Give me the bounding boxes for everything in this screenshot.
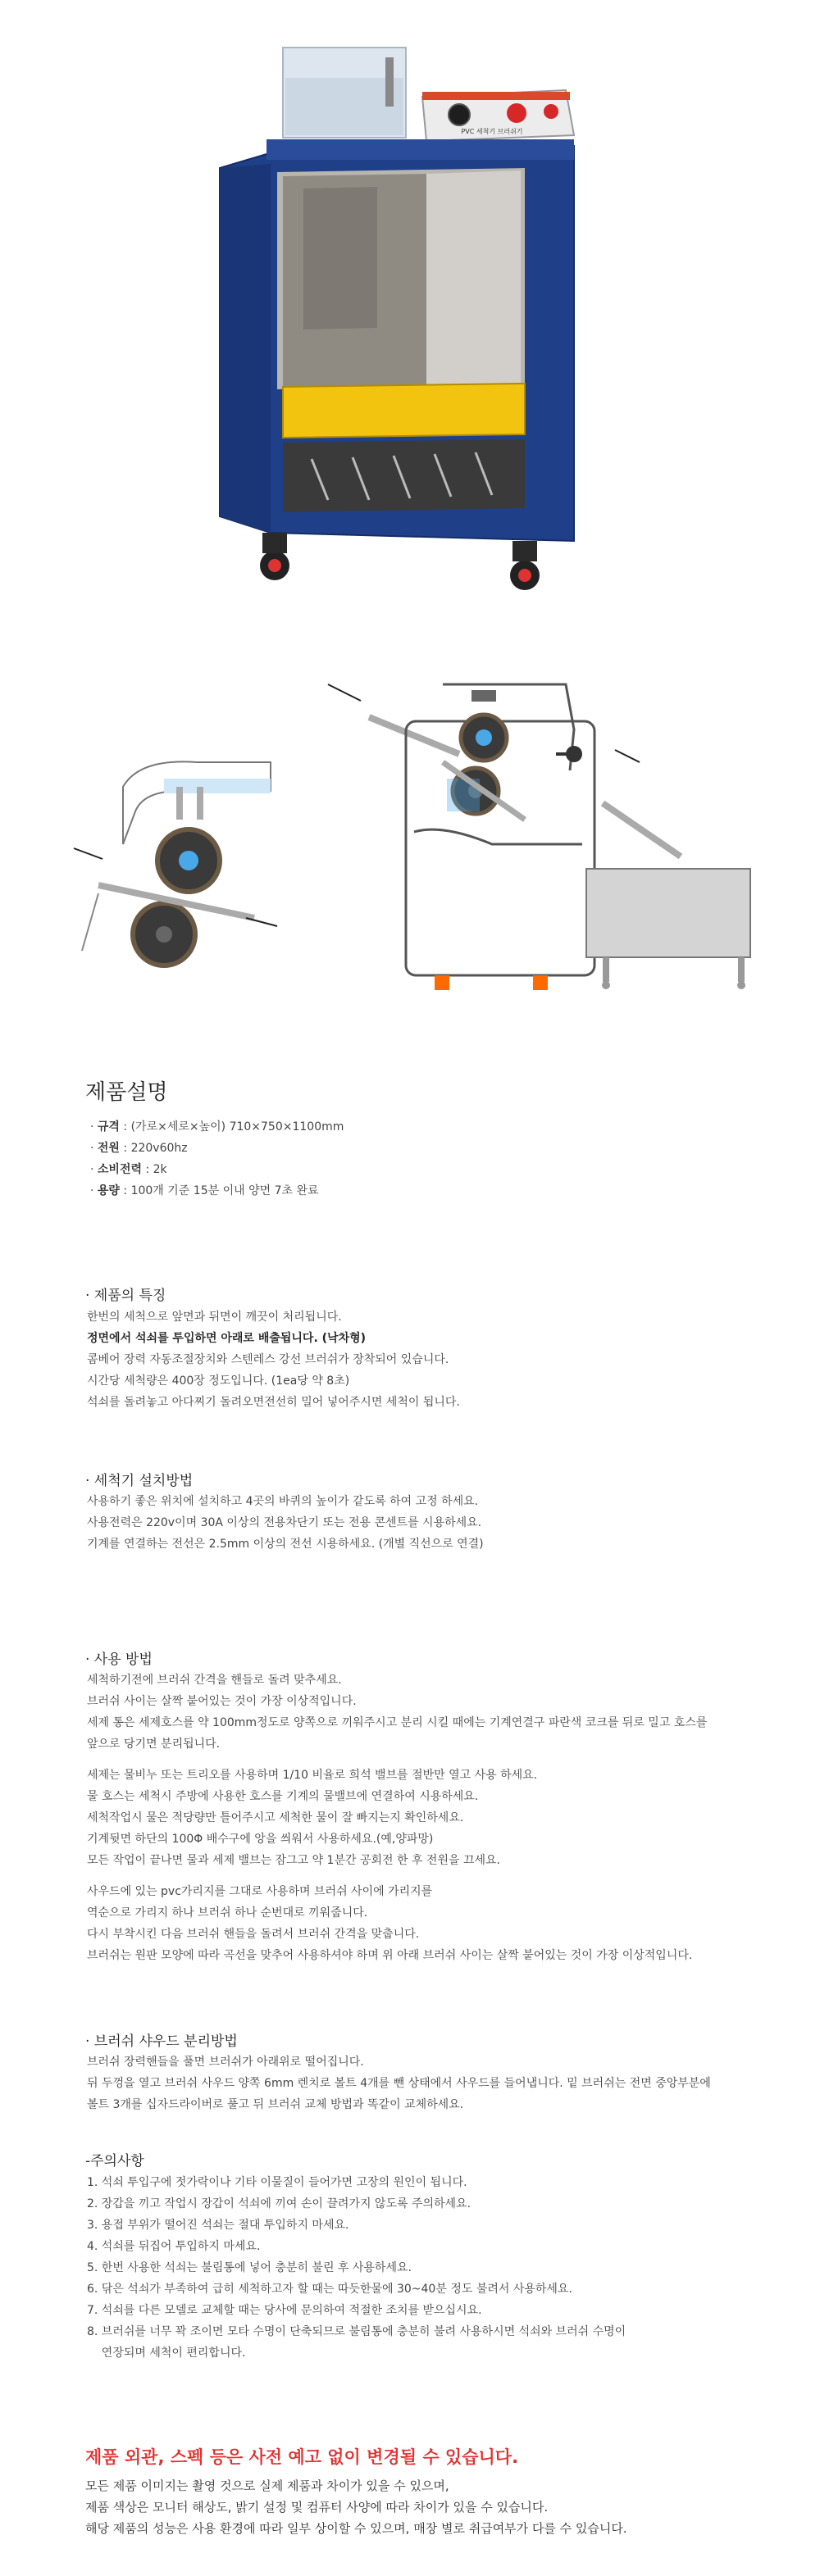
panel-label: PVC 세척기 브러쉬기 bbox=[461, 128, 523, 135]
feature-line: 콤베어 장력 자동조절장치와 스텐레스 강선 브러쉬가 장착되어 있습니다. bbox=[87, 1353, 449, 1366]
features-title: · 제품의 특징 bbox=[85, 1288, 166, 1304]
feature-line: 한번의 세척으로 앞면과 뒤면이 깨끗이 처리됩니다. bbox=[87, 1311, 342, 1324]
yellow-tray bbox=[283, 384, 525, 438]
usage-line: 물 호스는 세척시 주방에 사용한 호스를 기계의 물밸브에 연결하여 시용하세요. bbox=[87, 1790, 479, 1803]
usage-body bbox=[87, 1670, 768, 1966]
notice-line: 모든 제품 이미지는 촬영 것으로 실제 제품과 차이가 있을 수 있으며, bbox=[85, 2478, 449, 2493]
caution-item: 3. 용접 부위가 떨어진 석쇠는 절대 투입하지 마세요. bbox=[87, 2219, 349, 2232]
arrow-icon bbox=[615, 750, 640, 762]
usage-line: 세척하기전에 브러쉬 간격을 핸들로 돌려 맞추세요. bbox=[87, 1674, 342, 1687]
brush-line: 브러쉬 장력핸들을 풀면 브러쉬가 아래위로 떨어집니다. bbox=[87, 2056, 364, 2069]
usage-line: 세척작업시 물은 적당량만 틀어주시고 세척한 물이 잘 빠지는지 확인하세요. bbox=[87, 1811, 464, 1824]
wheel-icon bbox=[533, 975, 548, 990]
notice-line: 제품 색상은 모니터 해상도, 밝기 설정 및 컴퓨터 사양에 따라 차이가 있을 수 있습니다. bbox=[85, 2500, 549, 2515]
spec-list bbox=[90, 1116, 344, 1202]
spec-item: · 용량 : 100개 기준 15분 이내 양면 7초 완료 bbox=[90, 1184, 319, 1197]
brush-line: 뒤 두껑을 열고 브러쉬 사우드 양쪽 6mm 렌치로 볼트 4개를 뺀 상태에서 사우드를 들어냅니다. 밑 브러쉬는 전면 중앙부분에 bbox=[87, 2077, 711, 2090]
notice-title: 제품 외관, 스펙 등은 사전 예고 없이 변경될 수 있습니다. bbox=[85, 2447, 519, 2467]
caution-item: 8. 브러쉬를 너무 꽉 조이면 모타 수명이 단축되므로 불림통에 충분히 불려 사용하시면 석쇠와 브러쉬 수명이 bbox=[87, 2325, 626, 2338]
wheel-icon bbox=[435, 975, 449, 990]
install-title: · 세척기 설치방법 bbox=[85, 1473, 194, 1489]
power-knob-icon bbox=[449, 104, 470, 125]
brush-body bbox=[87, 2051, 768, 2115]
product-photo bbox=[0, 0, 820, 607]
usage-line: 앞으로 당기면 분리됩니다. bbox=[87, 1738, 221, 1751]
brush-closeup-diagram bbox=[74, 761, 277, 965]
spec-item: · 소비전력 : 2k bbox=[90, 1163, 167, 1176]
features-body bbox=[87, 1306, 460, 1413]
usage-line: 브러쉬는 원판 모양에 따라 곡선을 맞추어 사용하셔야 하며 위 아래 브러쉬 사이는 살짝 붙어있는 것이 가장 이상적입니다. bbox=[87, 1949, 693, 1962]
caution-title: -주의사항 bbox=[85, 2153, 144, 2169]
caution-item: 5. 한번 사용한 석쇠는 불림통에 넣어 충분히 불린 후 사용하세요. bbox=[87, 2261, 412, 2274]
arrow-icon bbox=[74, 848, 102, 859]
usage-line: 브러쉬 사이는 살짝 붙어있는 것이 가장 이상적입니다. bbox=[87, 1695, 357, 1708]
product-title: 제품설명 bbox=[85, 1080, 168, 1105]
feature-line-emphasis: 정면에서 석쇠를 투입하면 아래로 배출됩니다. (낙차형) bbox=[87, 1332, 367, 1345]
diagram-area bbox=[0, 680, 820, 1008]
brush-line: 볼트 3개를 십자드라이버로 풀고 뒤 브러쉬 교체 방법과 똑같이 교체하세요. bbox=[87, 2098, 464, 2111]
stop-button-icon bbox=[507, 103, 526, 123]
install-line: 사용하기 좋은 위치에 설치하고 4곳의 바퀴의 높이가 같도록 하여 고정 하세요. bbox=[87, 1495, 479, 1508]
machine-cross-section-diagram bbox=[328, 684, 750, 990]
notice-line: 해당 제품의 성능은 사용 환경에 따라 일부 상이할 수 있으며, 매장 별로 취급여부가 다를 수 있습니다. bbox=[85, 2521, 627, 2536]
usage-line: 다시 부착시킨 다음 브러쉬 핸들을 돌려서 브러쉬 간격을 맞춥니다. bbox=[87, 1928, 420, 1941]
install-line: 기계를 연결하는 전선은 2.5mm 이상의 전선 시용하세요. (개별 직선으로 연결) bbox=[87, 1538, 484, 1551]
install-body bbox=[87, 1491, 484, 1555]
caution-list bbox=[87, 2172, 768, 2364]
collection-bin bbox=[586, 869, 750, 957]
caution-item: 6. 닦은 석쇠가 부족하여 급히 세척하고자 할 때는 따듯한물에 30~40분 정도 불려서 사용하세요. bbox=[87, 2283, 572, 2296]
usage-line: 세제 통은 세제호스를 약 100mm정도로 양쪽으로 끼워주시고 분리 시킬 때에는 기계연결구 파란색 코크를 뒤로 밀고 호스를 bbox=[87, 1716, 708, 1729]
caution-item: 연장되며 세척이 편리합니다. bbox=[87, 2347, 246, 2360]
caution-item: 4. 석쇠를 뒤집어 투입하지 마세요. bbox=[87, 2240, 261, 2253]
usage-line: 역순으로 가리지 하나 브러쉬 하나 순번대로 끼워줍니다. bbox=[87, 1906, 368, 1920]
usage-title: · 사용 방법 bbox=[85, 1651, 153, 1668]
caution-item: 2. 장갑을 끼고 작업시 장갑이 석쇠에 끼여 손이 끌려가지 않도록 주의하세요. bbox=[87, 2197, 472, 2210]
spec-item: · 전원 : 220v60hz bbox=[90, 1142, 188, 1155]
feature-line: 석쇠를 돌려놓고 아다찌기 돌려오면전선히 밀어 넣어주시면 세척이 됩니다. bbox=[87, 1396, 460, 1409]
arrow-icon bbox=[328, 684, 361, 701]
install-line: 사용전력은 220v이며 30A 이상의 전용차단기 또는 전용 콘센트를 시용하세요. bbox=[87, 1516, 482, 1529]
usage-line: 사우드에 있는 pvc가리지를 그대로 사용하며 브러쉬 사이에 가리지를 bbox=[87, 1885, 433, 1898]
spec-item: · 규격 : (가로×세로×높이) 710×750×1100mm bbox=[90, 1120, 344, 1134]
usage-line: 모든 작업이 끝나면 물과 세제 밸브는 잠그고 약 1분간 공회전 한 후 전원을 끄세요. bbox=[87, 1854, 500, 1867]
caution-item: 1. 석쇠 투입구에 젓가락이나 기타 이물질이 들어가면 고장의 원인이 됩니다. bbox=[87, 2176, 467, 2189]
usage-line: 세제는 물비누 또는 트리오를 사용하며 1/10 비율로 희석 밸브를 절반만 열고 사용 하세요. bbox=[87, 1769, 538, 1782]
notice-body bbox=[85, 2475, 790, 2539]
caution-item: 7. 석쇠를 다른 모델로 교체할 때는 당사에 문의하여 적절한 조치를 받으십시요. bbox=[87, 2304, 482, 2317]
brush-title: · 브러쉬 샤우드 분리방법 bbox=[85, 2033, 238, 2050]
usage-line: 기계뒷면 하단의 100Φ 배수구에 앙을 씌워서 사용하세요.(예,양파망) bbox=[87, 1833, 434, 1846]
feature-line: 시간당 세척량은 400장 정도입니다. (1ea당 약 8초) bbox=[87, 1374, 350, 1388]
